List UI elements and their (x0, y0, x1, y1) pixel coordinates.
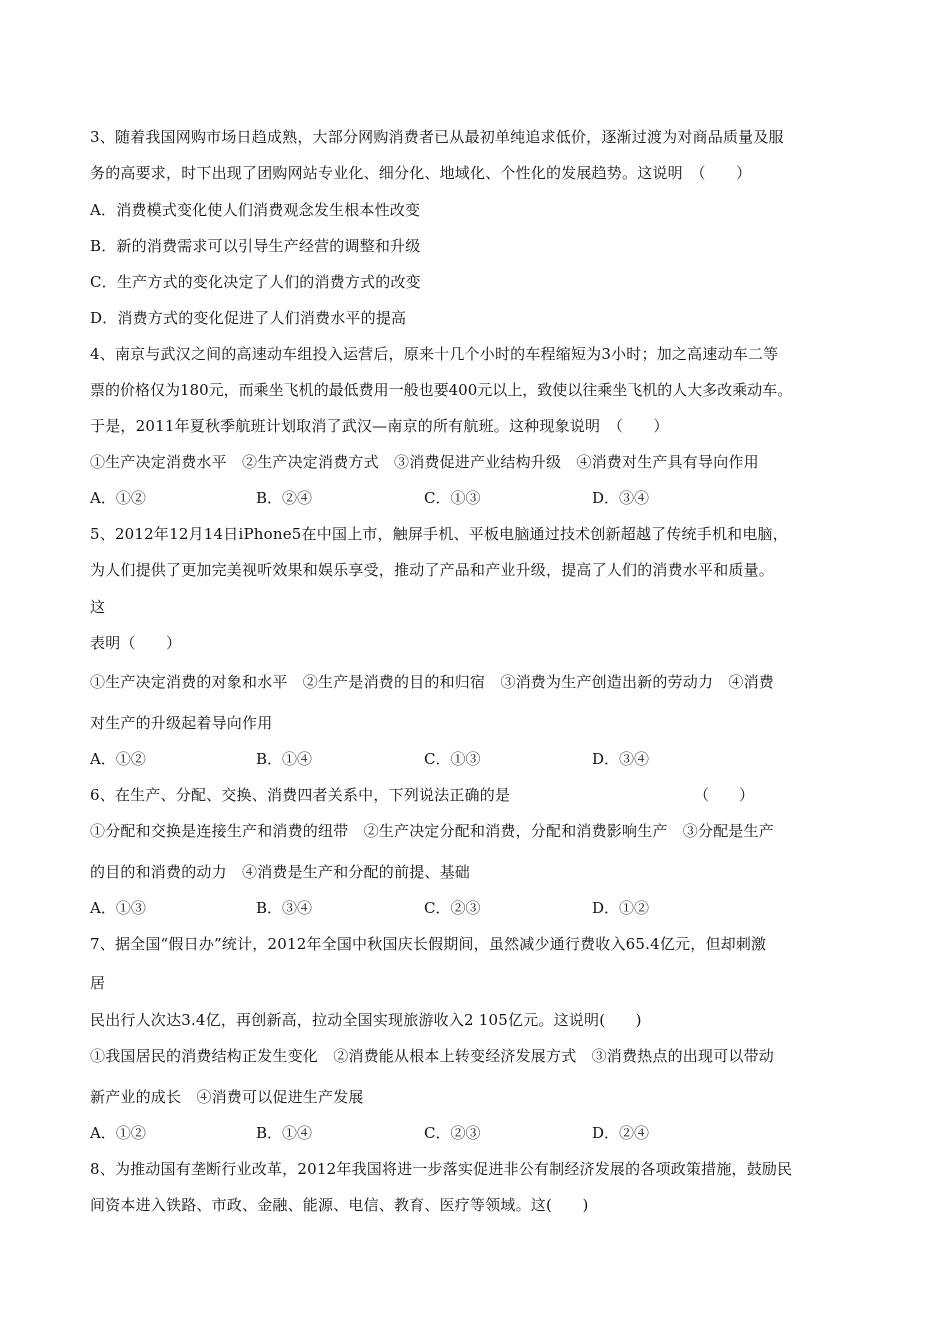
q5-option-b: B．①④ (256, 750, 313, 768)
q7-statements-line1: ①我国居民的消费结构正发生变化 ②消费能从根本上转变经济发展方式 ③消费热点的出现可以带动 (90, 1047, 775, 1065)
q3-stem-line2: 务的高要求，时下出现了团购网站专业化、细分化、地域化、个性化的发展趋势。这说明 （ ） (90, 164, 752, 182)
q7-option-b: B．①④ (256, 1124, 313, 1142)
q7-statements-line2: 新产业的成长 ④消费可以促进生产发展 (90, 1088, 364, 1106)
q4-stem-line1: 4、南京与武汉之间的高速动车组投入运营后，原来十几个小时的车程缩短为3小时；加之高速动车二等 (90, 345, 779, 363)
q5-stem-line3: 这 (90, 598, 106, 616)
q3-option-b: B．新的消费需求可以引导生产经营的调整和升级 (90, 237, 421, 255)
q3-option-a: A．消费模式变化使人们消费观念发生根本性改变 (90, 201, 421, 219)
q6-answer-paren: （ ） (694, 786, 755, 804)
q6-stem-line1: 6、在生产、分配、交换、消费四者关系中，下列说法正确的是 (90, 786, 511, 804)
q3-option-c: C．生产方式的变化决定了人们的消费方式的改变 (90, 273, 421, 291)
q7-stem-line3: 民出行人次达3.4亿，再创新高，拉动全国实现旅游收入2 105亿元。这说明( ) (90, 1011, 642, 1029)
q5-stem-line2: 为人们提供了更加完美视听效果和娱乐享受，推动了产品和产业升级，提高了人们的消费水平和质量。 (90, 561, 775, 579)
q5-stem-line1: 5、2012年12月14日iPhone5在中国上市，触屏手机、平板电脑通过技术创新超越了传统手机和电脑， (90, 525, 788, 543)
q6-statements-line1: ①分配和交换是连接生产和消费的纽带 ②生产决定分配和消费，分配和消费影响生产 ③分配是生产 (90, 822, 775, 840)
q3-stem-line1: 3、随着我国网购市场日趋成熟，大部分网购消费者已从最初单纯追求低价，逐渐过渡为对商品质量及服 (90, 128, 784, 146)
q5-statements-line2: 对生产的升级起着导向作用 (90, 714, 273, 732)
q5-stem-line4: 表明（ ） (90, 634, 182, 652)
q8-stem-line2: 间资本进入铁路、市政、金融、能源、电信、教育、医疗等领域。这( ) (90, 1196, 589, 1214)
q6-statements-line2: 的目的和消费的动力 ④消费是生产和分配的前提、基础 (90, 863, 471, 881)
q4-stem-line3: 于是，2011年夏秋季航班计划取消了武汉—南京的所有航班。这种现象说明 （ ） (90, 417, 669, 435)
q6-option-a: A．①③ (90, 899, 146, 917)
q3-option-d: D．消费方式的变化促进了人们消费水平的提高 (90, 309, 407, 327)
q6-option-c: C．②③ (424, 899, 481, 917)
q7-option-a: A．①② (90, 1124, 146, 1142)
q8-stem-line1: 8、为推动国有垄断行业改革，2012年我国将进一步落实促进非公有制经济发展的各项政策措施，鼓励民 (90, 1160, 793, 1178)
q7-option-d: D．②④ (592, 1124, 650, 1142)
q4-option-c: C．①③ (424, 489, 481, 507)
q4-stem-line2: 票的价格仅为180元，而乘坐飞机的最低费用一般也要400元以上，致使以往乘坐飞机的人大多改乘动车。 (90, 381, 793, 399)
q4-option-d: D．③④ (592, 489, 650, 507)
q4-option-a: A．①② (90, 489, 146, 507)
q6-option-b: B．③④ (256, 899, 313, 917)
q7-stem-line2: 居 (90, 974, 106, 992)
q5-option-a: A．①② (90, 750, 146, 768)
q4-option-b: B．②④ (256, 489, 313, 507)
q7-option-c: C．②③ (424, 1124, 481, 1142)
q5-option-d: D．③④ (592, 750, 650, 768)
q5-statements-line1: ①生产决定消费的对象和水平 ②生产是消费的目的和归宿 ③消费为生产创造出新的劳动力 ④消费 (90, 673, 775, 691)
q6-option-d: D．①② (592, 899, 650, 917)
q5-option-c: C．①③ (424, 750, 481, 768)
q7-stem-line1: 7、据全国“假日办”统计，2012年全国中秋国庆长假期间，虽然减少通行费收入65.4亿元，但却刺激 (90, 935, 767, 953)
q4-statements: ①生产决定消费水平 ②生产决定消费方式 ③消费促进产业结构升级 ④消费对生产具有导向作用 (90, 453, 759, 471)
